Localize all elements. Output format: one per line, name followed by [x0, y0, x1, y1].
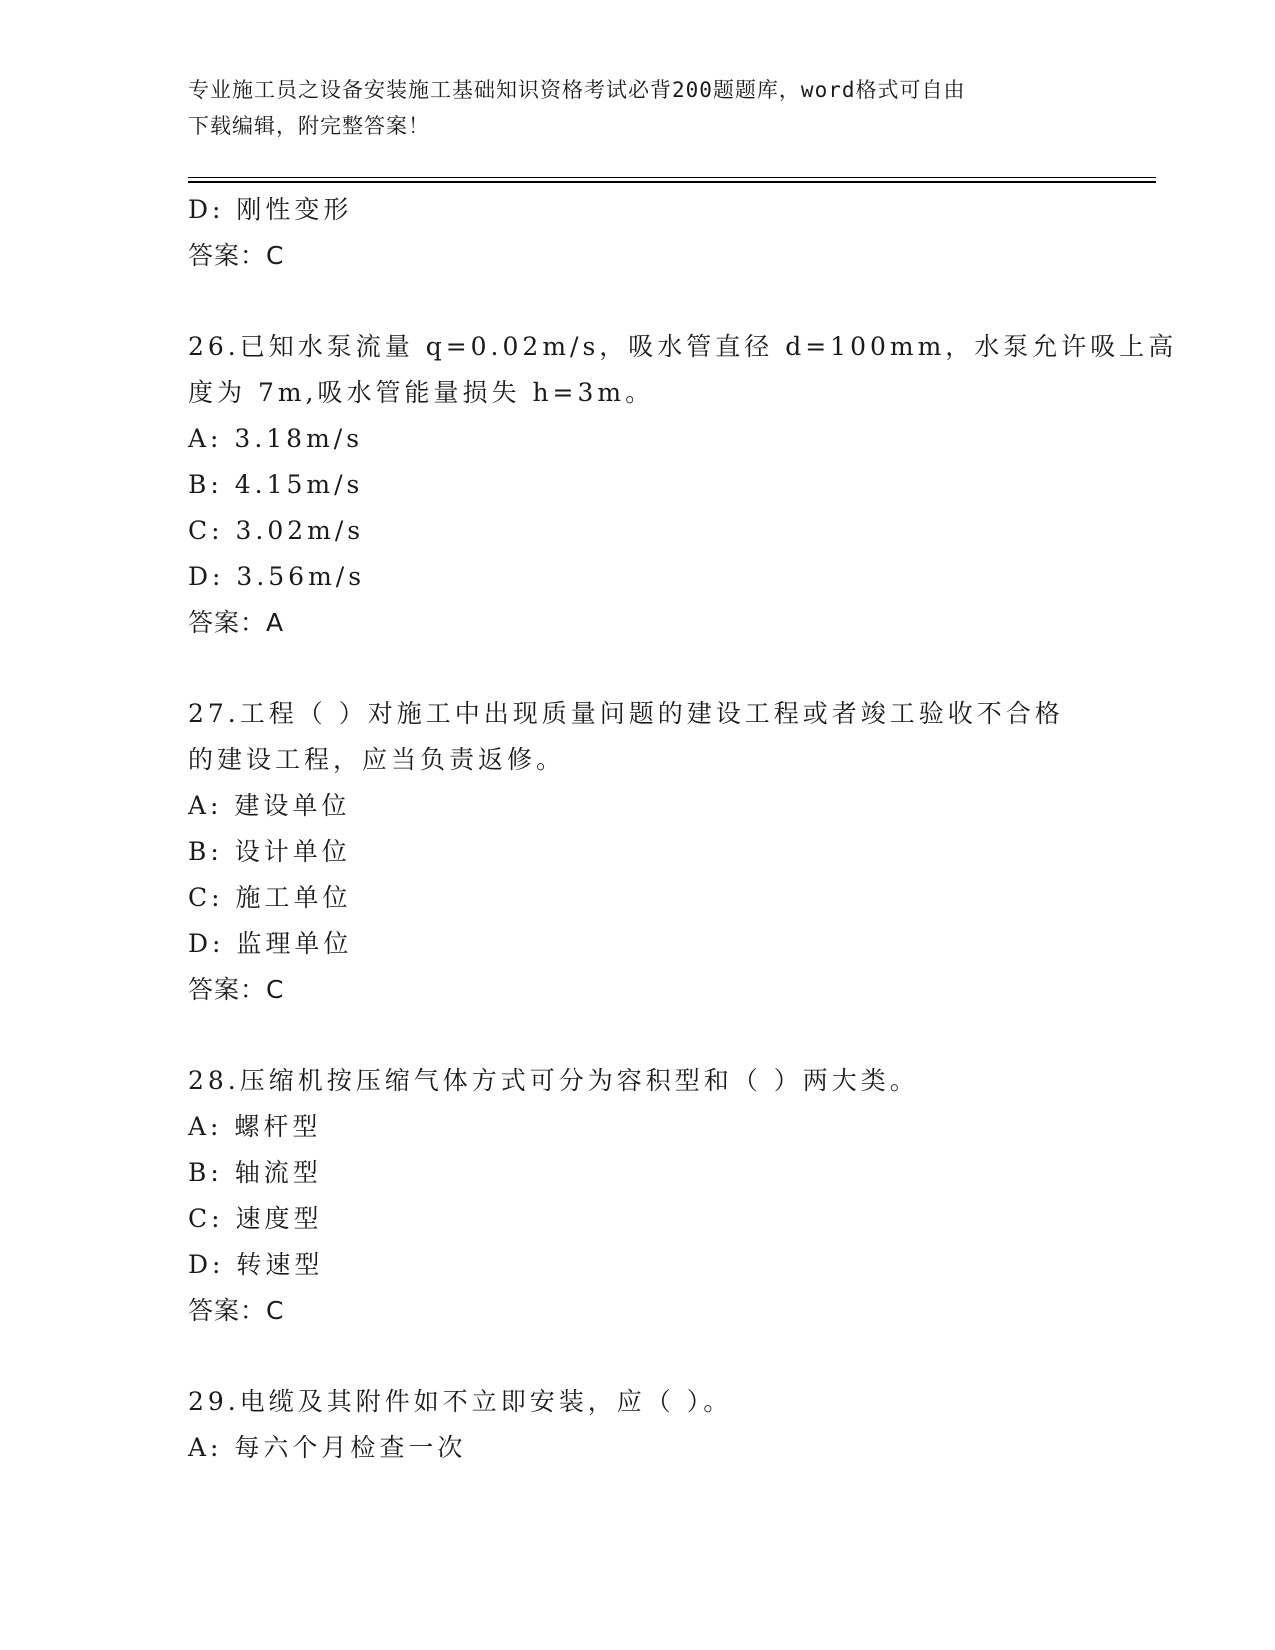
question-text-line-1: 28.压缩机按压缩气体方式可分为容积型和（ ）两大类。 [188, 1066, 919, 1095]
question-text-line-2: 的建设工程，应当负责返修。 [188, 745, 566, 774]
header-rule-bottom [188, 181, 1156, 183]
header-rule-top [188, 177, 1156, 178]
document-header [188, 72, 1068, 144]
question-block-26 [188, 324, 1178, 646]
option-c: C: 速度型 [188, 1204, 323, 1233]
option-c: C: 施工单位 [188, 883, 352, 912]
option-a: A: 螺杆型 [188, 1112, 322, 1141]
question-text-line-2: 度为 7m,吸水管能量损失 h=3m。 [188, 378, 655, 407]
question-block-25 [188, 187, 1088, 279]
answer: 答案：C [188, 975, 285, 1004]
header-line-1: 专业施工员之设备安装施工基础知识资格考试必背200题题库，word格式可自由 [188, 78, 966, 102]
answer: 答案：A [188, 608, 285, 637]
option-b: B: 轴流型 [188, 1158, 322, 1187]
option-d: D: 转速型 [188, 1250, 324, 1279]
option-a: A: 每六个月检查一次 [188, 1433, 467, 1462]
answer: 答案：C [188, 241, 285, 270]
option-c: C: 3.02m/s [188, 516, 365, 545]
option-a: A: 建设单位 [188, 791, 351, 820]
question-block-29 [188, 1379, 1088, 1471]
question-block-28 [188, 1058, 1088, 1334]
option-b: B: 4.15m/s [188, 470, 364, 499]
header-line-2: 下载编辑，附完整答案！ [188, 114, 430, 138]
question-list [188, 187, 1178, 1471]
option-d: D: 3.56m/s [188, 562, 366, 591]
option-a: A: 3.18m/s [188, 424, 364, 453]
option-d: D: 监理单位 [188, 929, 353, 958]
question-text-line-1: 26.已知水泵流量 q=0.02m/s，吸水管直径 d=100mm，水泵允许吸上高 [188, 332, 1178, 361]
answer: 答案：C [188, 1296, 285, 1325]
option-b: B: 设计单位 [188, 837, 351, 866]
question-block-27 [188, 691, 1088, 1013]
question-text-line-1: 27.工程（ ）对施工中出现质量问题的建设工程或者竣工验收不合格 [188, 699, 1064, 728]
question-text-line-1: 29.电缆及其附件如不立即安装，应（ ）。 [188, 1387, 733, 1416]
option-d: D: 刚性变形 [188, 195, 353, 224]
